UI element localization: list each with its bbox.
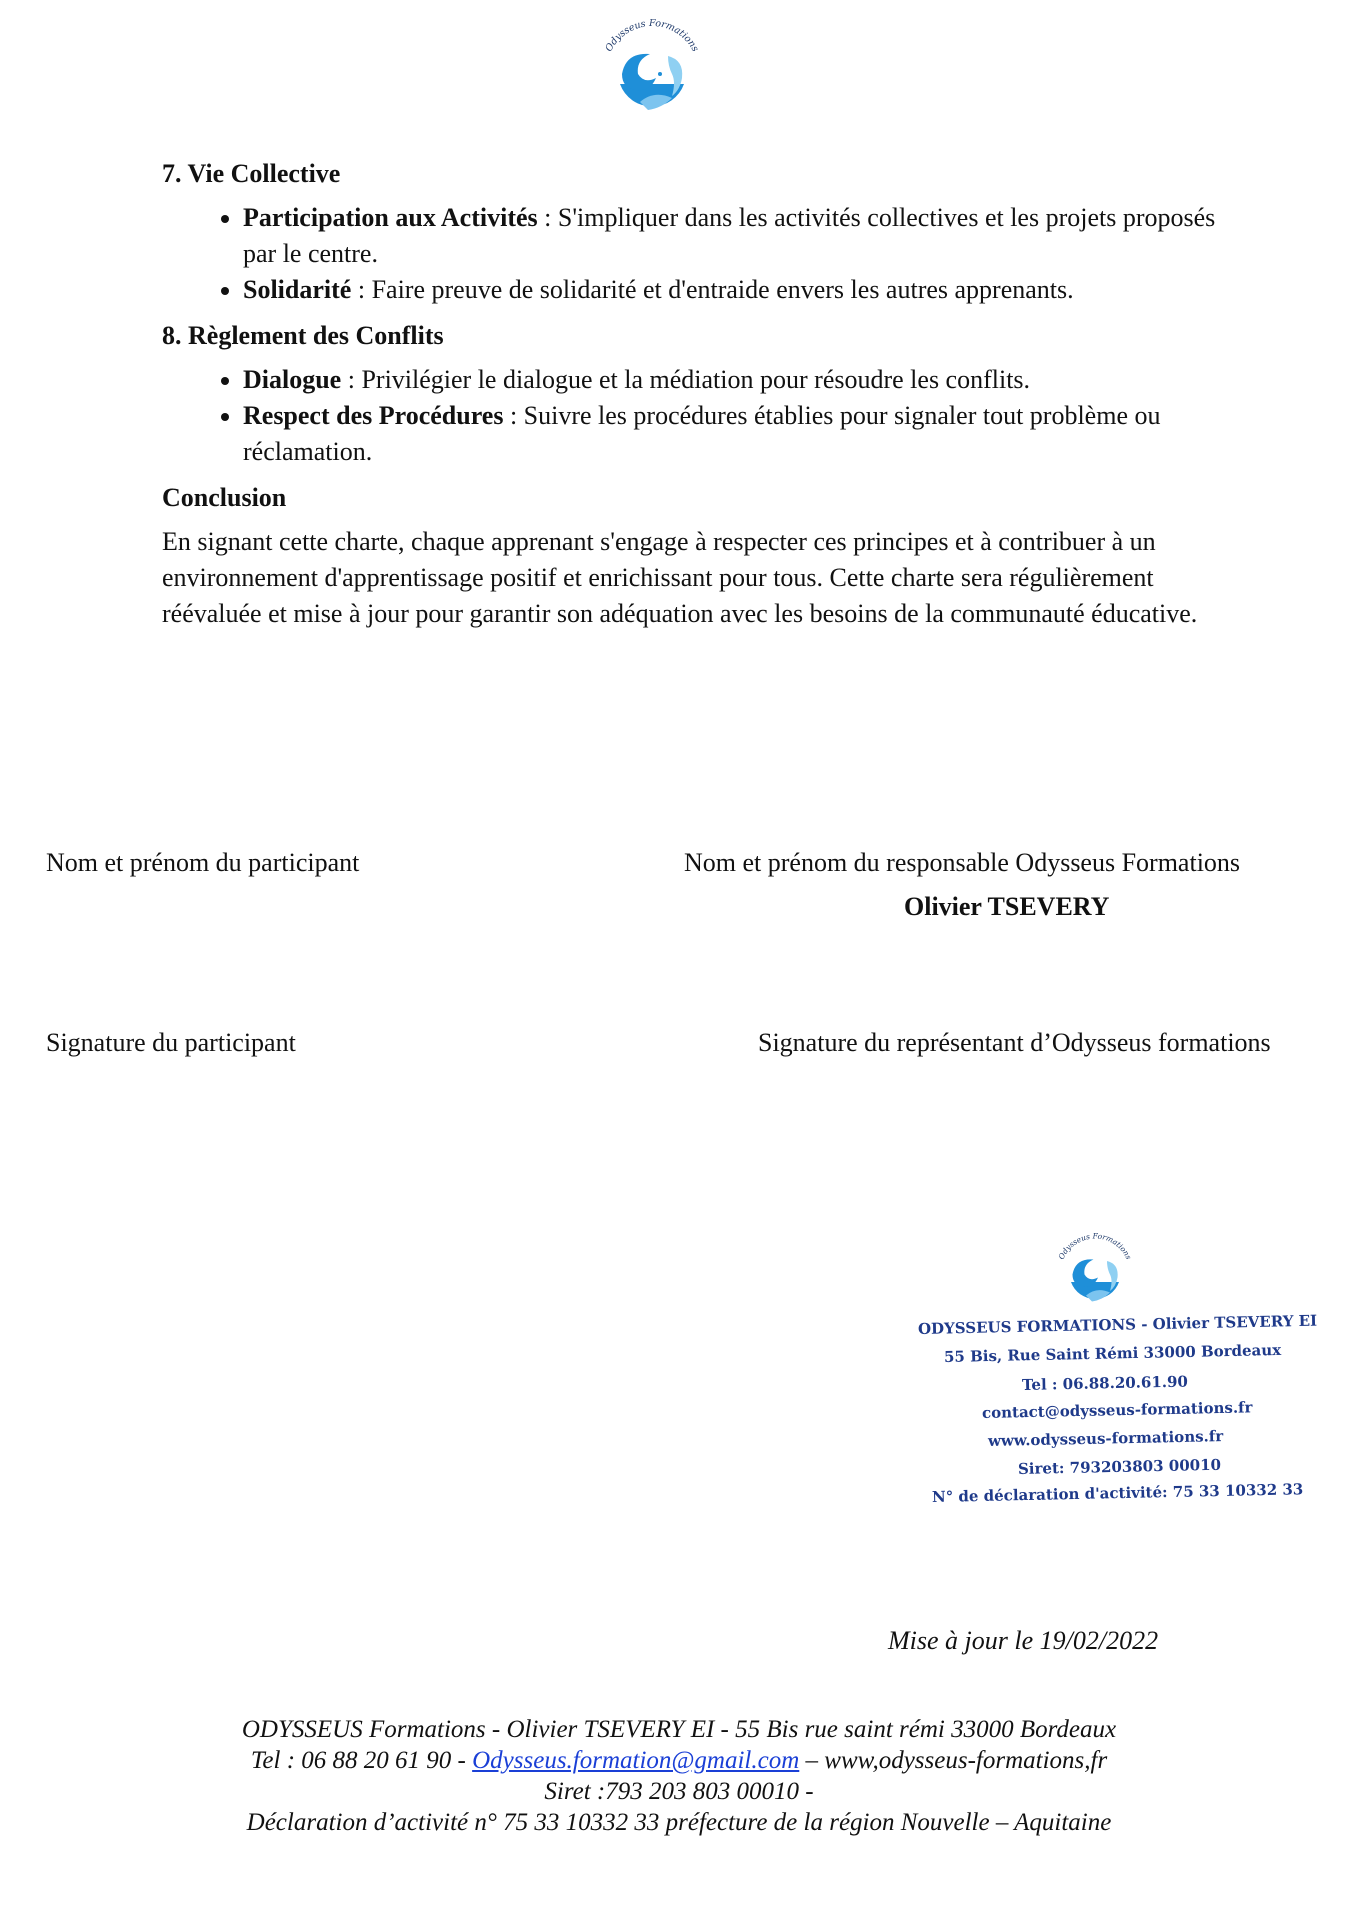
odysseus-logo [592, 12, 712, 132]
footer-line-contact [0, 1746, 1358, 1776]
company-stamp [900, 1228, 1318, 1528]
footer-line-declaration: Déclaration d’activité n° 75 33 10332 33 préfecture de la région Nouvelle – Aquitaine [246, 1809, 1112, 1836]
list-item [243, 272, 1242, 308]
footer-email-link[interactable]: Odysseus.formation@gmail.com [472, 1747, 800, 1774]
representative-signature-label: Signature du représentant d’Odysseus formations [758, 1028, 1271, 1057]
update-note: Mise à jour le 19/02/2022 [888, 1626, 1159, 1655]
participant-signature-label: Signature du participant [46, 1028, 296, 1057]
stamp-logo [1050, 1228, 1140, 1318]
footer-website: – www,odysseus-formations,fr [799, 1747, 1108, 1774]
charter-content [162, 156, 1242, 632]
stamp-line-company: ODYSSEUS FORMATIONS - Olivier TSEVERY EI [917, 1311, 1318, 1338]
section-title-vie-collective: 7. Vie Collective [162, 159, 341, 188]
footer-line-company: ODYSSEUS Formations - Olivier TSEVERY EI - 55 Bis rue saint rémi 33000 Bordeaux [241, 1716, 1117, 1743]
item-term: Dialogue [243, 365, 342, 394]
conclusion-text: En signant cette charte, chaque apprenant s'engage à respecter ces principes et à contribuer à un environnement d'apprentissage positif et enrichissant pour tous. Cette charte sera régulièrement réévaluée et mise à jour pour garantir son adéquation avec les besoins de la communauté éducative. [162, 527, 1198, 628]
participant-name-label: Nom et prénom du participant [46, 848, 360, 877]
stamp-line-address: 55 Bis, Rue Saint Rémi 33000 Bordeaux [943, 1340, 1282, 1366]
section-list-reglement-conflits [162, 362, 1242, 470]
responsible-name: Olivier TSEVERY [904, 892, 1110, 921]
item-text: : Privilégier le dialogue et la médiation pour résoudre les conflits. [341, 365, 1031, 394]
item-text: : S'impliquer dans les activités collectives et les projets proposés par le centre. [243, 203, 1216, 268]
stamp-line-website: www.odysseus-formations.fr [987, 1427, 1224, 1450]
stamp-line-phone: Tel : 06.88.20.61.90 [1021, 1372, 1189, 1394]
logo-text: Odysseus Formations [603, 18, 701, 54]
item-text: : Suivre les procédures établies pour signaler tout problème ou réclamation. [243, 401, 1161, 466]
list-item [243, 362, 1242, 398]
stamp-line-declaration: N° de déclaration d'activité: 75 33 10332 33 [931, 1480, 1304, 1506]
list-item [243, 200, 1242, 272]
item-term: Respect des Procédures [243, 401, 504, 430]
item-term: Participation aux Activités [243, 203, 538, 232]
stamp-logo-text: Odysseus Formations [1056, 1231, 1134, 1261]
item-text: : Faire preuve de solidarité et d'entraide envers les autres apprenants. [351, 275, 1074, 304]
footer-line-siret: Siret :793 203 803 00010 - [544, 1778, 814, 1805]
section-list-vie-collective [162, 200, 1242, 308]
footer-phone: Tel : 06 88 20 61 90 - [250, 1747, 473, 1774]
list-item [243, 398, 1242, 470]
responsible-name-label: Nom et prénom du responsable Odysseus Formations [684, 848, 1241, 877]
conclusion-title: Conclusion [162, 483, 287, 512]
stamp-line-email: contact@odysseus-formations.fr [981, 1398, 1253, 1422]
section-title-reglement-conflits: 8. Règlement des Conflits [162, 321, 444, 350]
item-term: Solidarité [243, 275, 352, 304]
stamp-line-siret: Siret: 793203803 00010 [1017, 1455, 1222, 1478]
